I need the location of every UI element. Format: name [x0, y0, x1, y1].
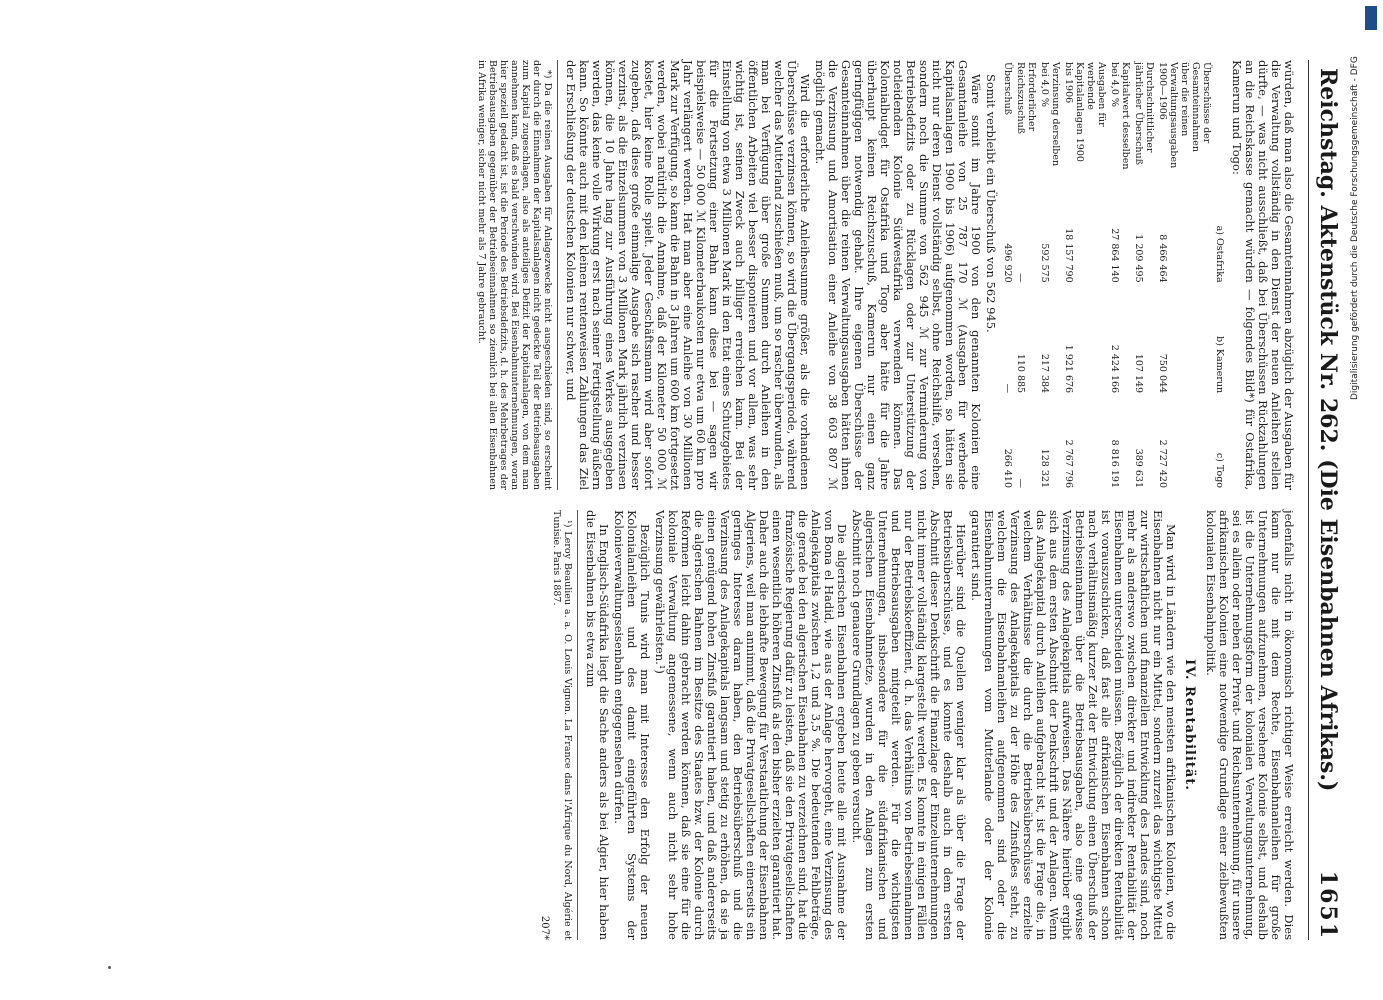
row-label: Erforderlicher Reichszuschuß: [1015, 62, 1037, 135]
table-corner: [1213, 60, 1226, 174]
cell: 107 149: [1133, 353, 1144, 394]
cell: 8 816 191: [1109, 439, 1120, 488]
margin-mark: [108, 966, 111, 969]
footnote: *) Da die reinen Ausgaben für Anlagezwecke nicht ausgeschieden sind, so erscheint der durch die Einnahmen der Kapitalsanlagen nicht gedeckte Teil der Betriebsausgaben zum Kapital zugeschlagen, also als anteiliges Defizit der Kapitalanlagen, von dem man annehmen kann, daß es bald verschwinden wird. Bei Eisenbahnunternehmungen, woran hier speziell gedacht ist, ist die Periode des Betriebsdefizits, d. h. des Mehrbetrages der Betriebsausgaben gegenüber der Betriebseinnahmen so ziemlich bei allen Eisenbahnen in Afrika weniger, sicher nicht mehr als 7 Jahre gebraucht.: [476, 60, 558, 490]
cell: 2 767 796: [1063, 439, 1074, 488]
right-column: [538, 510, 1295, 940]
cell: 27 864 140: [1109, 228, 1120, 283]
table-header-row: [1213, 60, 1226, 490]
cell: 2 727 420: [1157, 439, 1168, 488]
cell: —: [1002, 383, 1013, 394]
cell: 217 384: [1039, 353, 1050, 394]
page-header: [1308, 60, 1343, 940]
paragraph: Wäre somit im Jahre 1900 von den genannten Kolonien eine Gesamtanleihe von 25 787 170 ℳ (Ausgaben für werbende Kapitalsanlagen 1900 bis 1906) aufgenommen worden, so hätten sie nicht nur deren Dienst vollständig selbst, ohne Reichshilfe, versehen, sondern noch die Summe von 562 945 ℳ zur Verminderung von Betriebsdefizits oder zu Rücklagen oder zur Unterstützung der notleidenden Kolonie Südwestafrika verwenden können. Das Kolonialbudget für Ostafrika und Togo aber hätte für die Jahre überhaupt keinen Reichszuschuß, Kamerun nur einen ganz geringfügigen notwendig gehabt. Ihre eigenen Überschüsse der Gesamteinnahmen über die reinen Verwaltungsausgaben hätten ihnen die Verzinsung und Amortisation einer Anleihe von 38 603 807 ℳ möglich gemacht.: [813, 60, 983, 490]
paragraph: Wird die erforderliche Anleihesumme größer, als die vorhandenen Überschüsse verzinsen können, so wird die Übergangsperiode, während welcher das Mutterland zuschießen muß, um so rascher überwunden, als man bei Verfügung über große Summen durch Anleihen in den öffentlichen Arbeiten viel besser disponieren und vor allem, was sehr wichtig ist, seinen Zweck auch billiger erreichen kann. Bei der Einstellung von etwa 3 Millionen Mark in den Etat eines Schutzgebietes für die Fortsetzung einer Bahn kann diese bei — sagen wir beispielsweise — 50 000 ℳ Kilometerbaukosten nur etwa um 60 km pro Jahr verlängert werden. Hat man aber eine Anleihe von 30 Millionen Mark zur Verfügung, so kann die Bahn in 3 Jahren um 600 km fortgesetzt werden, wobei natürlich die Annahme, daß der Kilometer 50 000 ℳ kostet, hier keine Rolle spielt. Jeder Geschäftsmann wird aber sofort zugeben, daß diese große einmalige Ausgabe sich rascher und besser verzinst, als die Einzelsummen von 3 Millionen Mark jährlich verzinsen können, die 10 Jahre lang zur Ausführung eines Werkes ausgegeben werden, das keine volle Wirkung erst nach seiner Fertigstellung äußern kann. So könnte auch mit den kleinen rentenweisen Zahlungen das Ziel der Erschließung der deutschen Kolonien nur schwer, und: [564, 60, 812, 491]
signature-mark: 207*: [539, 915, 550, 940]
row-label: Verzinsung derselben bei 4,0 %: [1039, 62, 1061, 167]
row-label: Überschuß: [1002, 62, 1013, 116]
cell: 592 575: [1039, 243, 1050, 283]
cell: —: [1015, 478, 1026, 488]
page-number: 1651: [1315, 870, 1341, 940]
paragraph: würden, daß man also die Gesamteinnahmen abzüglich der Ausgaben für die Verwaltung vollständig in den Dienst der neuen Anleihen stellen dürfte, — was nicht ausschließt, daß bei Überschüssen Rückzahlungen an die Reichskasse gemacht würden — folgendes Bild*) für Ostafrika, Kamerun und Togo:: [1230, 60, 1296, 490]
row-label: Überschüsse der Gesamteinnahmen über die reinen Verwaltungsausgaben 1900—1906: [1157, 62, 1212, 169]
cell: 110 885: [1015, 353, 1026, 394]
cell: 18 157 790: [1063, 228, 1074, 283]
row-label: Ausgaben für werbende Kapitalanlagen 1900 bis 1906: [1063, 62, 1107, 162]
finance-table: [1001, 60, 1226, 490]
table-row: [1062, 60, 1108, 490]
cell: 496 920: [1002, 243, 1013, 283]
row-label: Durchschnittlicher jährlicher Überschuß: [1133, 62, 1155, 165]
column-header: c) Togo: [1214, 452, 1225, 488]
cell: 2 424 166: [1109, 344, 1120, 394]
table-row: [1108, 60, 1132, 490]
digitization-credit: Digitalisierung gefördert durch die Deutsche Forschungsgemeinschaft - DFG: [1350, 56, 1360, 400]
dfg-logo-icon: [1365, 6, 1377, 30]
left-column: [476, 60, 1295, 490]
paragraph: Bezüglich Tunis wird man mit Interesse den Erfolg der neuen Kolonialanleihen und des damit eingeführten Systems der Kolonieverwaltungseisenbahn entgegensehen dürfen.: [612, 510, 652, 940]
table-row: [1038, 60, 1062, 490]
cell: —: [1015, 273, 1026, 283]
column-header: b) Kamerun: [1214, 336, 1225, 394]
paragraph: In Englisch-Südafrika liegt die Sache anders als bei Algier, hier haben die Eisenbahnen bis etwa zum: [584, 510, 611, 940]
cell: 128 321: [1039, 448, 1050, 488]
cell: 750 044: [1157, 353, 1168, 394]
header-title: Reichstag. Aktenstück Nr. 262. (Die Eisenbahnen Afrikas.): [1315, 68, 1341, 792]
table-row: [1001, 60, 1014, 490]
row-label: Kapitalwert desselben bei 4,0 %: [1109, 62, 1131, 170]
cell: 1 921 676: [1063, 344, 1074, 394]
column-header: a) Ostafrika: [1214, 225, 1225, 283]
cell: 266 410: [1002, 448, 1013, 488]
paragraph: Somit verbleibt ein Überschuß von 562 945.: [984, 74, 998, 333]
cell: 1 209 495: [1133, 234, 1144, 283]
cell: 8 466 464: [1157, 234, 1168, 283]
paragraph: Man wird in Ländern wie den meisten afrikanischen Kolonien, wo die Eisenbahnen nicht nur ein Mittel, sondern zurzeit das wichtigste Mittel zur wirtschaftlichen und finanziellen Entwicklung des Landes sind, noch mehr als anderswo zwischen direkter und indirekter Rentabilität der Eisenbahnen unterscheiden müssen. Bezüglich der direkten Rentabilität ist vorauszuschicken, daß fast alle afrikanischen Eisenbahnen schon nach verhältnismäßig kurzer Zeit der Entwicklung einen Überschuß der Betriebseinnahmen über die Betriebsausgaben, also eine gewisse Verzinsung des Anlagekapitals aufweisen. Das Nähere hierüber ergibt sich aus dem ersten Abschnitt der Denkschrift und der Anlagen. Wenn das Anlagekapital durch Anleihen aufgebracht ist, ist die Frage die, in welchem Verhältnisse die durch die Betriebsüberschüsse erzielte Verzinsung des Anlagekapitals zu der Höhe des Zinsfußes steht, zu welchem die Eisenbahnanleihen aufgenommen sind oder die Eisenbahnunternehmungen vom Mutterlande oder der Kolonie garantiert sind.: [969, 510, 1178, 940]
table-row: [1132, 60, 1156, 490]
table-row: [1156, 60, 1213, 490]
footnote: ¹) Leroy Beaulieu a. a. O. Louis Vignon. La France dans l'Afrique du Nord, Algérie et Tunisie. Paris 1887.: [551, 510, 578, 940]
section-heading: IV. Rentabilität.: [1182, 659, 1197, 791]
cell: 389 631: [1133, 448, 1144, 488]
paragraph: jedenfalls nicht in ökonomisch richtiger Weise erreicht werden. Dies kann nur die mit dem Rechte, Eisenbahnanleihen für große Unternehmungen aufzunehmen, versehene Kolonie selbst, und deshalb ist die Unternehmungsform der kolonialen Verwaltungsunternehmung, sei es allein oder neben der Privat- und Reichsunternehmung, für unsere afrikanischen Kolonien eine notwendige Grundlage einer zielbewußten kolonialen Eisenbahnpolitik.: [1204, 510, 1296, 940]
table-row: [1014, 60, 1038, 490]
paragraph: Die algerischen Eisenbahnen ergeben heute alle mit Ausnahme der von Bona el Hadid, wie aus der Anlage hervorgeht, eine Verzinsung des Anlagekapitals zwischen 1,2 und 3,5 %. Die bedeutenden Fehlbeträge, die gerade bei den algerischen Eisenbahnen zu verzeichnen sind, hat die französische Regierung dafür zu leisten, daß sie den Privatgesellschaften einen wesentlich höheren Zinsfuß als den bisher erzielten garantiert hat. Daher auch die lebhafte Bewegung für Verstaatlichung der Eisenbahnen Algeriens, weil man annimmt, daß die Privatgesellschaften einerseits ein geringes Interesse daran haben, den Betriebsüberschuß und die Verzinsung des Anlagekapitals langsam und stetig zu erhöhen, da sie ja einen genügend hohen Zinsfuß garantiert haben, und daß andererseits die algerischen Bahnen im Besitze des Staates bzw. der Kolonie durch Reformen leicht dahin gebracht werden können, daß sie eine für die koloniale Verwaltung angemessene, wenn auch nicht sehr hohe Verzinsung gewährleisten.¹): [653, 510, 849, 940]
paragraph: Hierüber sind die Quellen weniger klar als über die Frage der Betriebsüberschüsse, und es konnte deshalb auch in dem ersten Abschnitt dieser Denkschrift die Finanzlage der Einzelunternehmungen nicht immer vollständig klargestellt werden. Es konnte in einigen Fällen nur der Betriebskoeffizient, d. h. das Verhältnis von Betriebseinnahmen und Betriebsausgaben mitgeteilt werden. Für die wichtigsten Unternehmungen, insbesondere für die südafrikanischen und algerischen Eisenbahnnetze, wurden in den Anlagen zum ersten Abschnitt noch genauere Grundlagen zu geben versucht.: [850, 510, 968, 940]
